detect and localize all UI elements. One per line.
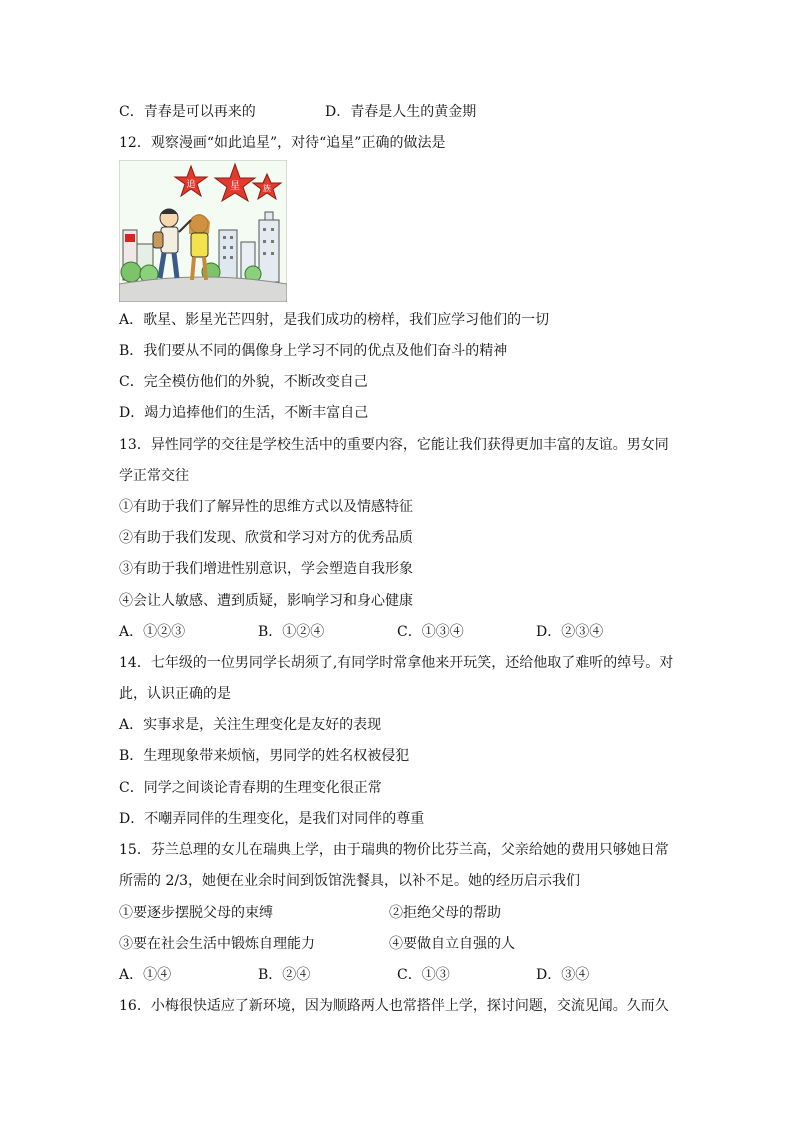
q15-item-2: ②拒绝父母的帮助 [389,905,501,921]
q12-option-d: D．竭力追捧他们的生活，不断丰富自己 [119,405,369,421]
q12-option-c: C．完全模仿他们的外貌，不断改变自己 [119,374,368,390]
q13-option-d: D．②③④ [536,624,604,640]
q14-option-a: A．实事求是，关注生理变化是友好的表现 [119,717,382,733]
q15-item-1: ①要逐步摆脱父母的束缚 [119,905,273,921]
q14-option-d: D．不嘲弄同伴的生理变化，是我们对同伴的尊重 [119,811,425,827]
q13-item-1: ①有助于我们了解异性的思维方式以及情感特征 [119,499,413,515]
q14-stem-line1: 14．七年级的一位男同学长胡须了,有同学时常拿他来开玩笑，还给他取了难听的绰号。对 [119,655,674,671]
q13-option-a: A．①②③ [119,624,186,640]
q15-stem-line1: 15．芬兰总理的女儿在瑞典上学，由于瑞典的物价比芬兰高，父亲给她的费用只够她日常 [119,842,669,858]
q15-option-d: D．③④ [536,967,590,983]
q15-option-b: B．②④ [258,967,311,983]
q15-option-c: C．①③ [397,967,450,983]
q14-option-b: B．生理现象带来烦恼，男同学的姓名权被侵犯 [119,748,410,764]
q13-stem-line1: 13．异性同学的交往是学校生活中的重要内容，它能让我们获得更加丰富的友谊。男女同 [119,437,669,453]
q14-option-c: C．同学之间谈论青春期的生理变化很正常 [119,780,382,796]
q15-item-3: ③要在社会生活中锻炼自理能力 [119,936,315,952]
q12-option-a: A．歌星、影星光芒四射，是我们成功的榜样，我们应学习他们的一切 [119,312,550,328]
q16-stem-line1: 16．小梅很快适应了新环境，因为顺路两人也常搭伴上学，探讨问题，交流见闻。久而久 [119,998,669,1014]
star-char-1: 追 [186,180,196,190]
q12-cartoon [119,160,287,302]
q12-option-b: B．我们要从不同的偶像身上学习不同的优点及他们奋斗的精神 [119,343,508,359]
q11-option-c: C．青春是可以再来的 [119,104,256,120]
q13-option-c: C．①③④ [397,624,464,640]
star-char-2: 星 [230,181,240,192]
q15-item-4: ④要做自立自强的人 [389,936,515,952]
q13-item-2: ②有助于我们发现、欣赏和学习对方的优秀品质 [119,530,413,546]
star-char-3: 族 [263,184,271,193]
q13-item-3: ③有助于我们增进性别意识，学会塑造自我形象 [119,561,413,577]
q15-option-a: A．①④ [119,967,172,983]
q14-stem-line2: 此，认识正确的是 [119,686,231,702]
q11-option-d: D．青春是人生的黄金期 [325,104,477,120]
q15-stem-line2: 所需的 2/3，她便在业余时间到饭馆洗餐具，以补不足。她的经历启示我们 [119,873,580,889]
q13-stem-line2: 学正常交往 [119,468,189,484]
q13-item-4: ④会让人敏感、遭到质疑，影响学习和身心健康 [119,593,413,609]
q12-stem: 12．观察漫画“如此追星”，对待“追星”正确的做法是 [119,135,446,151]
cartoon-illustration [119,160,287,302]
q13-option-b: B．①②④ [258,624,325,640]
